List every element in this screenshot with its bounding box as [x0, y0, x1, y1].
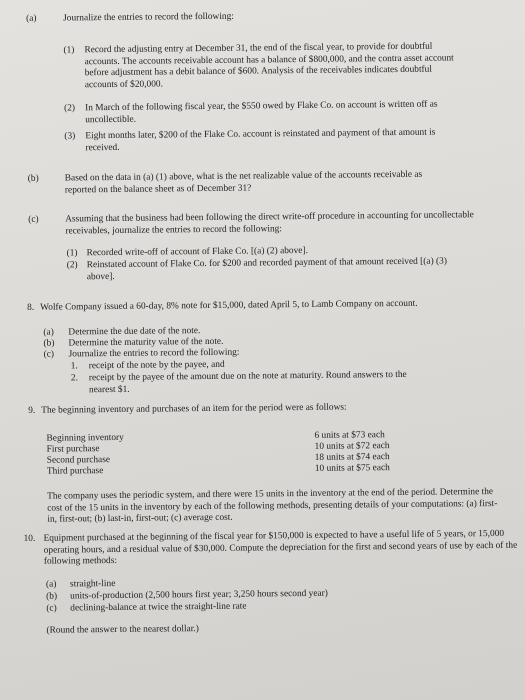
inventory-row [47, 463, 407, 479]
q7-part-a [26, 9, 496, 26]
q10-text: Equipment purchased at the beginning of the fiscal year for $150,000 is expected to have a useful life of 5 years, or 15,000 operating hours, and a residual value of $30,000. Compute the depreciation for the first and second years of use by each of the following methods: [43, 528, 518, 567]
inventory-item: Beginning inventory [46, 432, 124, 444]
q8-subitem-1-num: 1. [70, 361, 78, 372]
q7c-text: Assuming that the business had been following the direct write-off procedure in accounting for uncollectable receivables, journalize the entries to record the following: [65, 210, 474, 237]
q7a-item-2 [64, 99, 464, 126]
q8-subitem-2-num: 2. [70, 373, 78, 384]
q8-number: 8. [27, 302, 35, 313]
inventory-detail: 10 units at $72 each [314, 441, 390, 452]
q9-number: 9. [28, 405, 36, 416]
q10-item-a-text: straight-line [69, 578, 116, 590]
q10-number: 10. [23, 533, 36, 544]
q10-item-b-text: units-of-production (2,500 hours first year; 3,250 hours second year) [70, 588, 328, 602]
q7c-item-1-text: Recorded write-off of account of Flake Co. [(a) (2) above]. [86, 245, 308, 259]
q7-part-c [28, 210, 500, 238]
q10-item-c-text: declining-balance at twice the straight-line rate [70, 601, 247, 614]
q7a-label: (a) [26, 13, 37, 24]
q9-after-text: The company uses the periodic system, and there were 15 units in the inventory at the end of the period. Determine the cost of the 15 units in the inventory by each of the following methods, presenting details of your computations: (a) first-in, first-out; (b) last-in, first-out; (c) average cost. [47, 487, 498, 525]
q7-part-b [28, 170, 432, 197]
q10-note [46, 622, 446, 638]
q8 [27, 298, 517, 315]
q7b-label: (b) [27, 173, 39, 184]
q7a-item-1-text: Record the adjusting entry at December 31, the end of the fiscal year, to provide for doubtful accounts. The accounts receivable account has a balance of $800,000, and the contra asset account before adjustment has a debit balance of $600. Analysis of the receivables indicates doubtful accounts of $20,000. [84, 41, 454, 91]
q9-inventory-table [46, 430, 427, 486]
q8-item-c-text: Journalize the entries to record the following: [68, 347, 240, 360]
q7c-item-1-num: (1) [66, 248, 78, 259]
q8-text: Wolfe Company issued a 60-day, 8% note for $15,000, dated April 5, to Lamb Company on account. [40, 298, 418, 313]
q10-item-b-label: (b) [46, 591, 58, 602]
q8-subitem-2-text: receipt by the payee of the amount due on the note at maturity. Round answers to the nearest $1. [88, 369, 407, 395]
q7c-item-2-text: Reinstated account of Flake Co. for $200 and recorded payment of that amount received [(a) (3) above]. [86, 256, 448, 282]
inventory-item: Second purchase [46, 455, 111, 466]
q8-item-c-label: (c) [43, 349, 55, 360]
q10-item-a-label: (a) [45, 579, 57, 590]
q7a-item-2-text: In March of the following fiscal year, the $550 owed by Flake Co. on account is written off as uncollectible. [85, 99, 438, 125]
inventory-detail: 6 units at $73 each [314, 430, 385, 441]
q8-item-a-text: Determine the due date of the note. [68, 326, 201, 338]
inventory-item: Third purchase [46, 466, 104, 477]
q7a-intro: Journalize the entries to record the following: [63, 11, 234, 24]
q7a-item-2-num: (2) [64, 103, 76, 114]
q8-subitem-1-text: receipt of the note by the payee, and [88, 359, 225, 372]
q10-rounding-note: (Round the answer to the nearest dollar.) [46, 624, 199, 636]
inventory-detail: 18 units at $74 each [314, 452, 390, 463]
q10 [24, 529, 522, 569]
q7a-item-3-num: (3) [64, 131, 76, 142]
q7a-item-3 [64, 127, 464, 154]
q10-item-c-label: (c) [46, 603, 57, 614]
q9-text: The beginning inventory and purchases of an item for the period were as follows: [41, 402, 347, 416]
q9 [28, 401, 518, 418]
q8-item-b-label: (b) [43, 338, 55, 349]
inventory-detail: 10 units at $75 each [314, 463, 390, 474]
worksheet [14, 3, 525, 698]
q8-item-b-text: Determine the maturity value of the note. [68, 336, 224, 349]
q7c-item-2 [67, 256, 477, 283]
q8-item-a-label: (a) [43, 327, 54, 338]
q7c-label: (c) [28, 214, 39, 225]
q7a-item-1-num: (1) [63, 45, 75, 56]
q7b-text: Based on the data in (a) (1) above, what is the net realizable value of the accounts receivable as reported on the balance sheet as of December 31? [64, 169, 423, 196]
q7a-item-1 [63, 41, 463, 92]
q8-subitem-2 [71, 370, 431, 397]
q7c-item-2-num: (2) [66, 260, 78, 271]
q9-instructions [47, 487, 501, 527]
inventory-item: First purchase [46, 444, 100, 455]
q7a-item-3-text: Eight months later, $200 of the Flake Co. account is reinstated and payment of that amount is received. [85, 127, 436, 153]
